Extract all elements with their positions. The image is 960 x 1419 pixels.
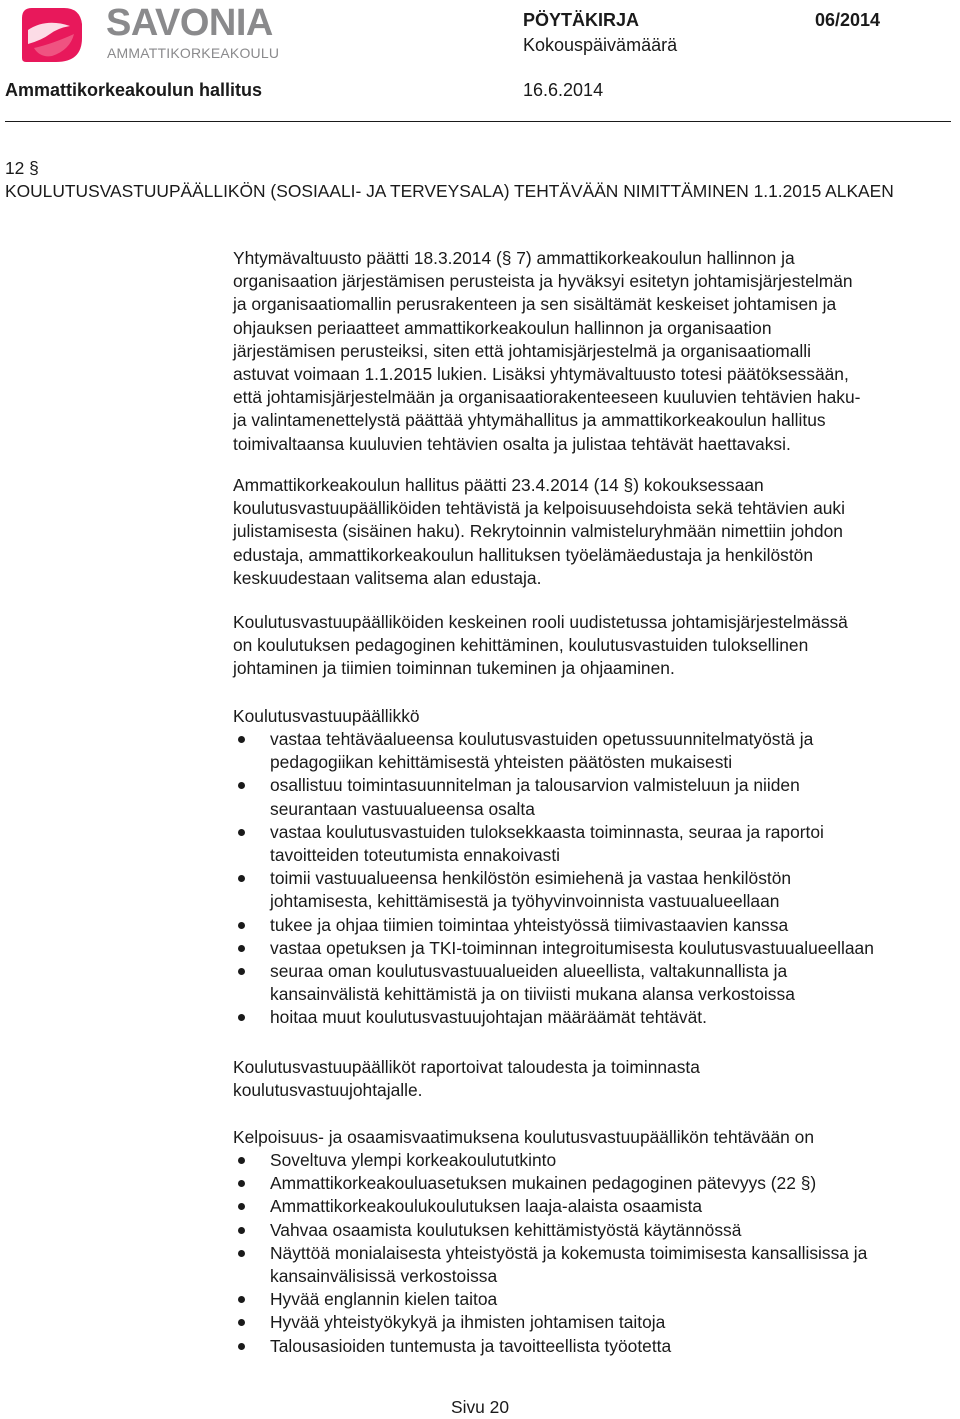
meeting-date: 16.6.2014 — [523, 80, 604, 100]
list-item: Ammattikorkeakouluasetuksen mukainen pedagoginen pätevyys (22 §) — [233, 1172, 958, 1195]
text-line: Ammattikorkeakoulun hallitus päätti 23.4.2014 (14 §) kokouksessaan — [233, 475, 764, 495]
list-item: seuraa oman koulutusvastuualueiden alueellista, valtakunnallista ja kansainvälistä kehittämistä ja on tiiviisti mukana alansa verkostoissa — [233, 960, 958, 1006]
text-line: Yhtymävaltuusto päätti 18.3.2014 (§ 7) ammattikorkeakoulun hallinnon ja — [233, 248, 795, 268]
list-item: toimii vastuualueensa henkilöstön esimiehenä ja vastaa henkilöstön johtamisesta, kehittämisestä ja työhyvinvoinnista vastuualueellaan — [233, 867, 958, 913]
requirements-list — [233, 1149, 958, 1358]
paragraph-council-decision — [233, 247, 958, 456]
list-item: Näyttöä monialaisesta yhteistyöstä ja kokemusta toimimisesta kansallisissa ja kansainvälisissä verkostoissa — [233, 1242, 958, 1288]
list-item: Hyvää englannin kielen taitoa — [233, 1288, 958, 1311]
list-item: tukee ja ohjaa tiimien toimintaa yhteistyössä tiimivastaavien kanssa — [233, 914, 958, 937]
text-line: astuvat voimaan 1.1.2015 lukien. Lisäksi yhtymävaltuusto totesi päätöksessään, — [233, 364, 849, 385]
list-item: vastaa koulutusvastuiden tuloksekkaasta toiminnasta, seuraa ja raportoi tavoitteiden toteutumista ennakoivasti — [233, 821, 958, 867]
list-item: Soveltuva ylempi korkeakoulututkinto — [233, 1149, 958, 1172]
section-number: 12 § — [5, 158, 39, 178]
list-item: Hyvää yhteistyökykyä ja ihmisten johtamisen taitoja — [233, 1311, 958, 1334]
organization-name: Ammattikorkeakoulun hallitus — [5, 80, 263, 100]
text-line: että johtamisjärjestelmään ja organisaatiorakenteeseen kuuluvien tehtävien haku- — [233, 387, 861, 408]
paragraph-role-description — [233, 611, 958, 681]
list-item: osallistuu toimintasuunnitelman ja talousarvion valmisteluun ja niiden seurantaan vastuualueensa osalta — [233, 774, 958, 820]
page-number: Sivu 20 — [451, 1397, 510, 1417]
text-line: johtaminen ja tiimien toiminnan tukeminen ja ohjaaminen. — [233, 658, 675, 679]
list-item: vastaa opetuksen ja TKI-toiminnan integroitumisesta koulutusvastuualueellaan — [233, 937, 958, 960]
text-line: koulutusvastuujohtajalle. — [233, 1080, 423, 1101]
document-number: 06/2014 — [815, 10, 881, 30]
text-line: Koulutusvastuupäälliköiden keskeinen rooli uudistetussa johtamisjärjestelmässä — [233, 612, 848, 632]
text-line: keskuudestaan valitsema alan edustaja. — [233, 567, 542, 588]
paragraph-reporting — [233, 1056, 958, 1102]
list-item: hoitaa muut koulutusvastuujohtajan määräämät tehtävät. — [233, 1006, 958, 1029]
logo-subtitle: AMMATTIKORKEAKOULU — [107, 45, 280, 61]
paragraph-board-decision — [233, 474, 958, 590]
logo-wordmark: SAVONIA — [106, 2, 273, 44]
text-line: julistamisesta (sisäinen haku). Rekrytoinnin valmisteluryhmään nimettiin johdon — [233, 521, 843, 542]
text-line: koulutusvastuupäälliköiden tehtävistä ja kelpoisuusehdoista sekä tehtävien auki — [233, 498, 845, 519]
text-line: ja organisaatiomallin perusrakenteen ja sen sisältämät keskeiset johtamisen ja — [233, 294, 837, 315]
text-line: organisaation järjestämisen perusteista ja hyväksyi esitetyn johtamisjärjestelmän — [233, 271, 853, 292]
text-line: toimivaltaansa kuuluvien tehtävien osalta ja julistaa tehtävät haettavaksi. — [233, 433, 791, 454]
meeting-date-label: Kokouspäivämäärä — [523, 35, 678, 55]
list-item: Vahvaa osaamista koulutuksen kehittämistyöstä käytännössä — [233, 1219, 958, 1242]
duties-list — [233, 728, 958, 1030]
text-line: Koulutusvastuupäälliköt raportoivat taloudesta ja toiminnasta — [233, 1057, 700, 1077]
list-item: Talousasioiden tuntemusta ja tavoitteellista työotetta — [233, 1335, 958, 1358]
duties-heading: Koulutusvastuupäällikkö — [233, 706, 420, 726]
text-line: ja valintamenettelystä päättää yhtymähallitus ja ammattikorkeakoulun hallitus — [233, 410, 826, 431]
savonia-logo-icon — [20, 4, 88, 66]
text-line: ohjauksen periaatteet ammattikorkeakoulun hallinnon ja organisaation — [233, 317, 772, 338]
list-item: vastaa tehtäväalueensa koulutusvastuiden opetussuunnitelmatyöstä ja pedagogiikan kehittämisestä yhteisten päätösten mukaisesti — [233, 728, 958, 774]
text-line: on koulutuksen pedagoginen kehittäminen, koulutusvastuiden tuloksellinen — [233, 635, 809, 656]
header-divider — [5, 121, 951, 122]
list-item: Ammattikorkeakoulukoulutuksen laaja-alaista osaamista — [233, 1195, 958, 1218]
document-type: PÖYTÄKIRJA — [523, 10, 640, 30]
requirements-heading: Kelpoisuus- ja osaamisvaatimuksena koulutusvastuupäällikön tehtävään on — [233, 1127, 815, 1147]
text-line: järjestämisen perusteiksi, siten että johtamisjärjestelmä ja organisaatiomalli — [233, 340, 812, 361]
text-line: edustaja, ammattikorkeakoulun hallituksen työelämäedustaja ja henkilöstön — [233, 544, 814, 565]
section-title: KOULUTUSVASTUUPÄÄLLIKÖN (SOSIAALI- JA TERVEYSALA) TEHTÄVÄÄN NIMITTÄMINEN 1.1.2015 ALKAEN — [5, 181, 894, 201]
